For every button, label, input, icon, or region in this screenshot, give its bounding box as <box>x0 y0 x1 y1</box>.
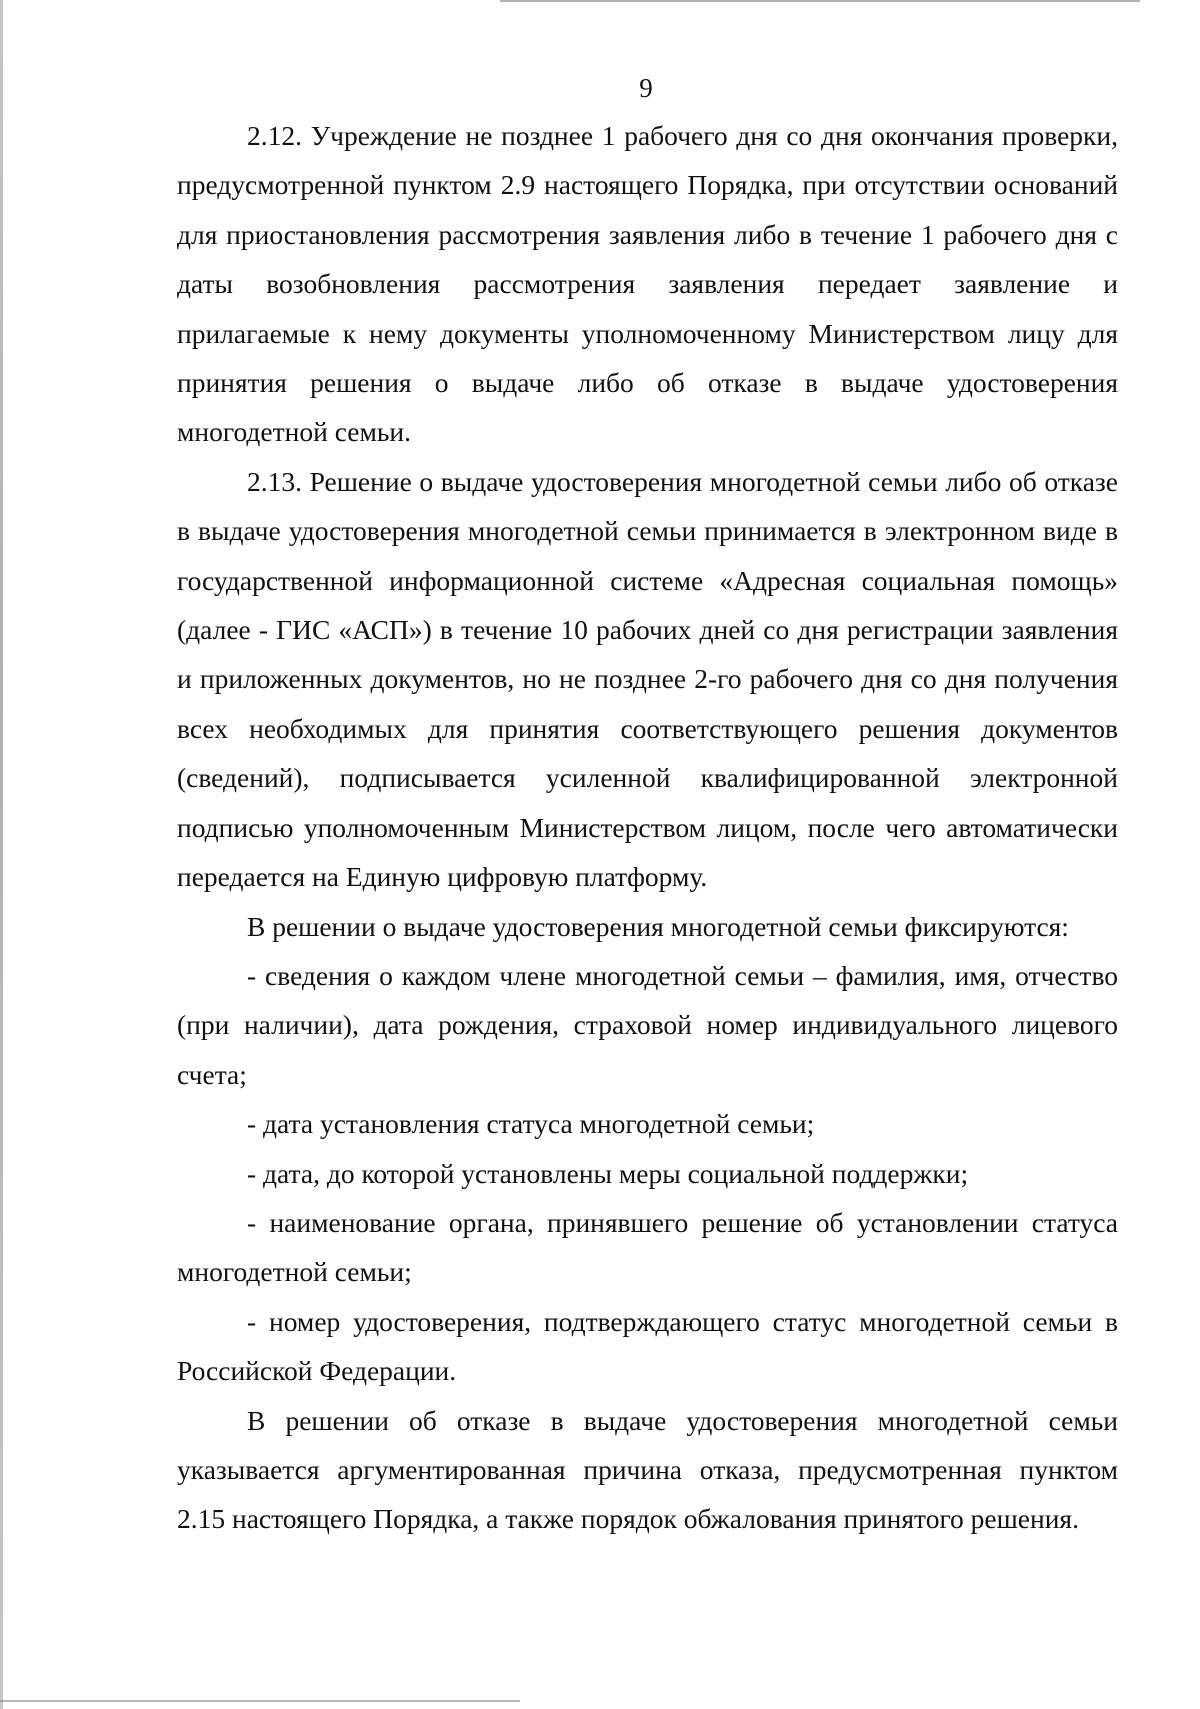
page-number: 9 <box>639 73 653 103</box>
paragraph-2-13: 2.13. Решение о выдаче удостоверения многодетной семьи либо об отказе в выдаче удостоверения многодетной семьи принимается в электронном виде в государственной информационной системе «Адресная социальная помощь» (далее - ГИС «АСП») в течение 10 рабочих дней со дня регистрации заявления и приложенных документов, но не позднее 2-го рабочего дня со дня получения всех необходимых для принятия соответствующего решения документов (сведений), подписывается усиленной квалифицированной электронной подписью уполномоченным Министерством лицом, после чего автоматически передается на Единую цифровую платформу. <box>177 465 1118 893</box>
scan-line-top <box>500 0 1140 2</box>
list-item-certificate-number: - номер удостоверения, подтверждающего статус многодетной семьи в Российской Федерации. <box>177 1305 1118 1387</box>
paragraph-refusal-decision: В решении об отказе в выдаче удостоверения многодетной семьи указывается аргументированная причина отказа, предусмотренная пунктом 2.15 настоящего Порядка, а также порядок обжалования принятого решения. <box>177 1404 1118 1535</box>
page-edge <box>0 0 3 1709</box>
list-item-issuing-body: - наименование органа, принявшего решение об установлении статуса многодетной семьи; <box>177 1206 1118 1288</box>
list-item-status-date: - дата установления статуса многодетной семьи; <box>247 1108 815 1140</box>
document-body <box>177 111 1118 1544</box>
paragraph-decision-contents-intro: В решении о выдаче удостоверения многодетной семьи фиксируются: <box>247 910 1069 942</box>
paragraph-2-12: 2.12. Учреждение не позднее 1 рабочего дня со дня окончания проверки, предусмотренной пунктом 2.9 настоящего Порядка, при отсутствии оснований для приостановления рассмотрения заявления либо в течение 1 рабочего дня с даты возобновления рассмотрения заявления передает заявление и прилагаемые к нему документы уполномоченному Министерством лицу для принятия решения о выдаче либо об отказе в выдаче удостоверения многодетной семьи. <box>177 120 1118 448</box>
scan-line-bottom <box>0 1700 520 1702</box>
list-item-support-until-date: - дата, до которой установлены меры социальной поддержки; <box>247 1157 969 1189</box>
list-item-family-members: - сведения о каждом члене многодетной семьи – фамилия, имя, отчество (при наличии), дата рождения, страховой номер индивидуального лицевого счета; <box>177 959 1118 1090</box>
